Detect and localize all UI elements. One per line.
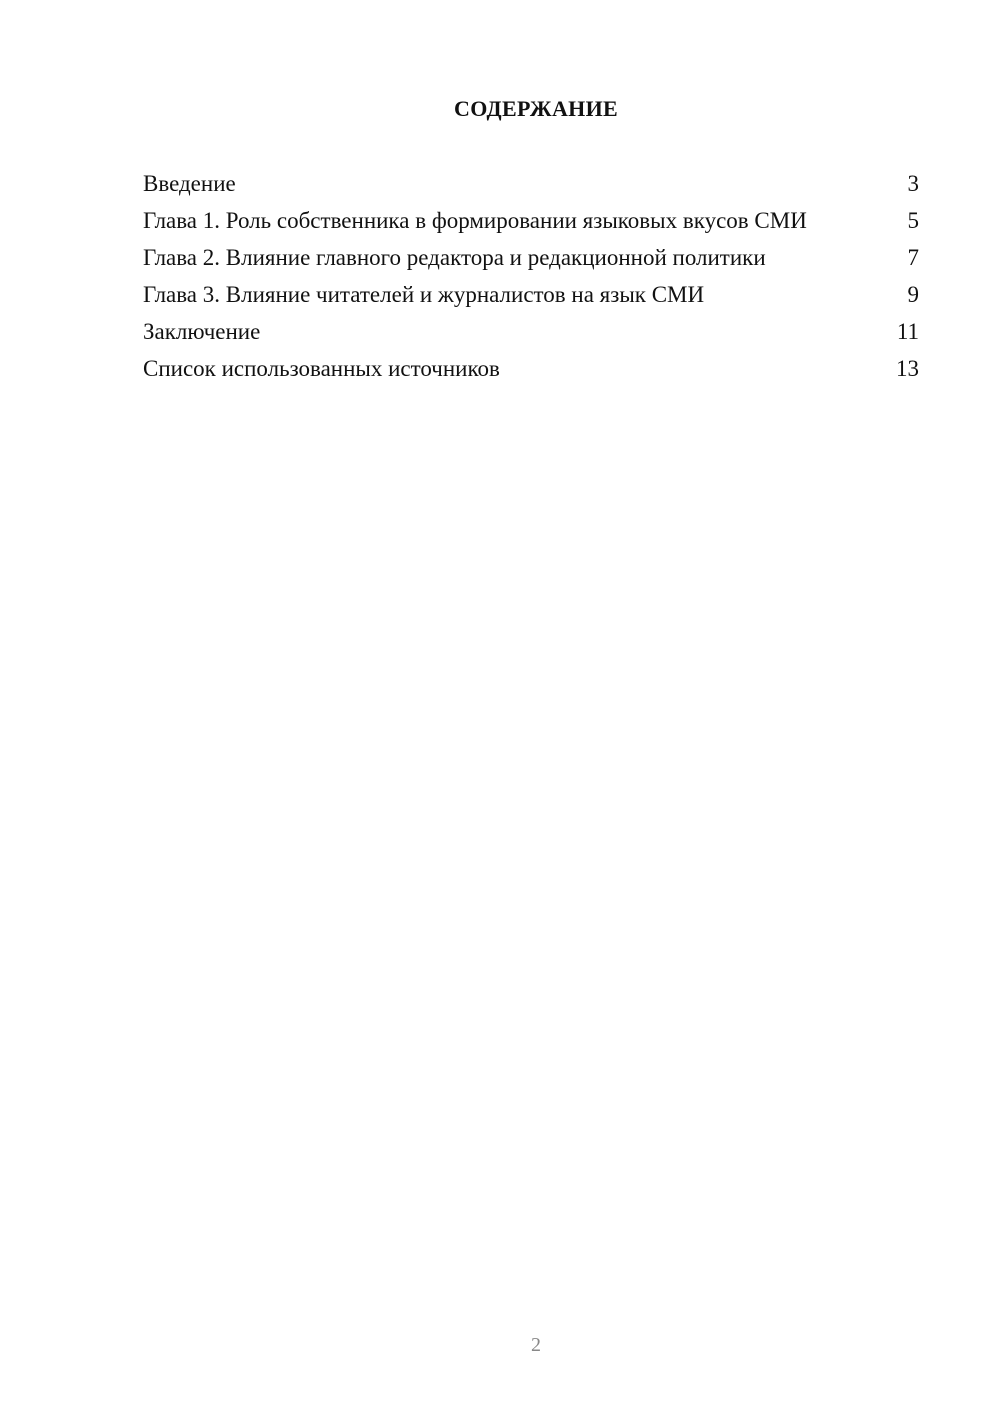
toc-entry-text: Глава 1. Роль собственника в формировании языковых вкусов СМИ — [143, 208, 807, 233]
toc-entry-page: 3 — [907, 171, 919, 196]
table-of-contents — [143, 170, 919, 392]
toc-entry-conclusion — [143, 318, 919, 345]
toc-entry-page: 7 — [907, 245, 919, 270]
toc-entry-chapter-2 — [143, 244, 919, 271]
toc-entry-page: 5 — [907, 208, 919, 233]
toc-entry-references — [143, 355, 919, 382]
page-number: 2 — [531, 1334, 541, 1356]
toc-entry-page: 11 — [896, 319, 919, 344]
toc-entry-introduction — [143, 170, 919, 197]
toc-entry-page: 13 — [896, 356, 919, 381]
toc-entry-text: Список использованных источников — [143, 356, 500, 381]
toc-entry-text: Глава 3. Влияние читателей и журналистов на язык СМИ — [143, 282, 705, 307]
toc-entry-text: Введение — [143, 171, 236, 196]
toc-entry-text: Заключение — [143, 319, 261, 344]
toc-entry-text: Глава 2. Влияние главного редактора и редакционной политики — [143, 245, 766, 270]
page-title: СОДЕРЖАНИЕ — [454, 96, 618, 121]
toc-entry-page: 9 — [907, 282, 919, 307]
toc-entry-chapter-3 — [143, 281, 919, 308]
toc-entry-chapter-1 — [143, 207, 919, 234]
